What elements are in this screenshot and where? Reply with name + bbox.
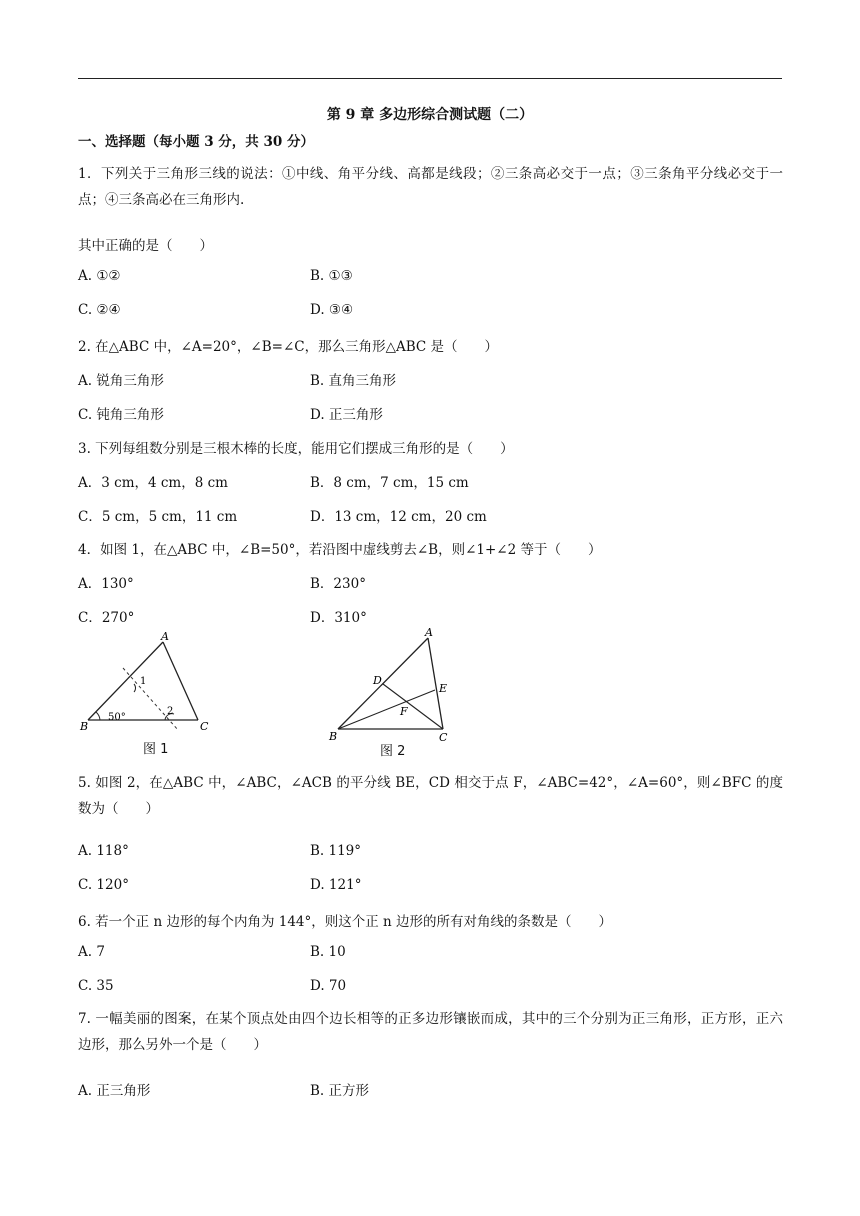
- fig1-mark-2: 2: [167, 706, 174, 717]
- question-5-stem: 5. 如图 2，在△ABC 中，∠ABC，∠ACB 的平分线 BE，CD 相交于点 F，∠ABC=42°，∠A=60°，则∠BFC 的度数为（ ）: [78, 775, 783, 817]
- question-3-stem: 3. 下列每组数分别是三根木棒的长度，能用它们摆成三角形的是（ ）: [78, 441, 514, 457]
- q4-option-c: C．270°: [78, 610, 135, 626]
- fig1-angle-b-arc: [96, 712, 100, 720]
- q2-option-a: A. 锐角三角形: [78, 373, 164, 389]
- q5-option-c: C. 120°: [78, 877, 129, 893]
- q1-option-b: B. ①③: [310, 268, 353, 284]
- q7-option-b: B. 正方形: [310, 1083, 370, 1099]
- fig1-point-a: A: [161, 630, 169, 643]
- fig2-point-f: F: [400, 705, 408, 718]
- question-1-prompt: 其中正确的是（ ）: [78, 238, 213, 254]
- q2-option-b: B. 直角三角形: [310, 373, 397, 389]
- fig2-point-a: A: [425, 626, 433, 639]
- fig1-angle-1-arc: [134, 684, 136, 692]
- figure-2-diagram: [325, 626, 460, 744]
- q6-option-c: C. 35: [78, 978, 114, 994]
- question-1-stem: 1．下列关于三角形三线的说法：①中线、角平分线、高都是线段；②三条高必交于一点；③三条角平分线必交于一点；④三条高必在三角形内.: [78, 166, 783, 208]
- question-7-stem: 7. 一幅美丽的图案，在某个顶点处由四个边长相等的正多边形镶嵌而成，其中的三个分别为正三角形，正方形，正六边形，那么另外一个是（ ）: [78, 1011, 783, 1053]
- q5-option-d: D. 121°: [310, 877, 362, 893]
- q1-option-a: A. ①②: [78, 268, 121, 284]
- q3-option-a: A．3 cm，4 cm，8 cm: [78, 475, 228, 491]
- fig1-cut-line: [123, 668, 178, 730]
- fig1-angle-label: 50°: [108, 712, 126, 723]
- q4-option-a: A．130°: [78, 576, 134, 592]
- question-2-stem: 2. 在△ABC 中，∠A=20°，∠B=∠C，那么三角形△ABC 是（ ）: [78, 339, 499, 355]
- header-rule: [78, 78, 782, 79]
- fig2-bisector-be: [338, 690, 435, 729]
- q6-option-b: B. 10: [310, 944, 346, 960]
- fig2-point-d: D: [373, 674, 382, 687]
- fig2-point-e: E: [439, 682, 448, 695]
- q3-option-d: D．13 cm，12 cm，20 cm: [310, 509, 487, 525]
- q4-option-d: D．310°: [310, 610, 367, 626]
- figure-1-label: 图 1: [143, 742, 169, 757]
- q7-option-a: A. 正三角形: [78, 1083, 151, 1099]
- figure-2-label: 图 2: [380, 744, 406, 759]
- figure-1-diagram: [78, 630, 228, 740]
- fig1-point-c: C: [200, 720, 209, 733]
- q6-option-d: D. 70: [310, 978, 347, 994]
- fig2-point-b: B: [329, 730, 338, 743]
- fig1-point-b: B: [80, 720, 89, 733]
- q2-option-d: D. 正三角形: [310, 407, 383, 423]
- fig2-side-ab: [338, 638, 428, 729]
- q3-option-b: B．8 cm，7 cm，15 cm: [310, 475, 469, 491]
- q4-option-b: B．230°: [310, 576, 366, 592]
- q3-option-c: C．5 cm，5 cm，11 cm: [78, 509, 238, 525]
- question-6-stem: 6. 若一个正 n 边形的每个内角为 144°，则这个正 n 边形的所有对角线的条数是（ ）: [78, 914, 613, 930]
- q2-option-c: C. 钝角三角形: [78, 407, 164, 423]
- page-title: 第 9 章 多边形综合测试题（二）: [326, 107, 534, 123]
- q1-option-d: D. ③④: [310, 302, 354, 318]
- section-heading: 一、选择题（每小题 3 分，共 30 分）: [78, 134, 314, 150]
- q6-option-a: A. 7: [78, 944, 105, 960]
- fig1-mark-1: 1: [140, 676, 147, 687]
- fig2-point-c: C: [439, 731, 448, 744]
- q5-option-b: B. 119°: [310, 843, 362, 859]
- q1-option-c: C. ②④: [78, 302, 121, 318]
- fig1-side-ab: [88, 642, 163, 720]
- question-4-stem: 4．如图 1，在△ABC 中，∠B=50°，若沿图中虚线剪去∠B，则∠1+∠2 等于（ ）: [78, 542, 602, 558]
- q5-option-a: A. 118°: [78, 843, 129, 859]
